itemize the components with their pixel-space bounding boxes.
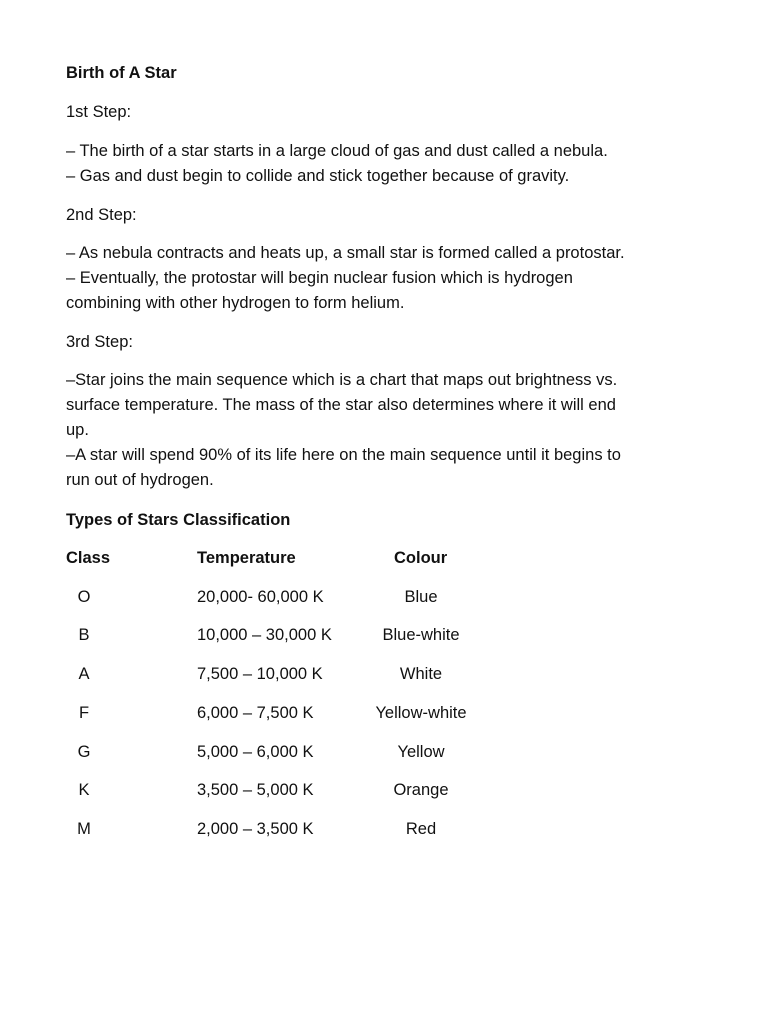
step-1-line: – Gas and dust begin to collide and stick together because of gravity. — [66, 167, 570, 185]
step-3-line: –Star joins the main sequence which is a chart that maps out brightness vs. — [66, 371, 618, 389]
temperature-cell: 2,000 – 3,500 K — [197, 820, 314, 838]
step-2-label: 2nd Step: — [66, 206, 137, 224]
colour-cell: Red — [405, 820, 437, 838]
class-cell: A — [78, 665, 90, 683]
colour-cell: Yellow — [397, 743, 445, 761]
column-header-class: Class — [66, 549, 111, 567]
step-1-text — [66, 139, 726, 189]
step-1-label: 1st Step: — [66, 103, 132, 121]
colour-cell: Yellow-white — [375, 704, 467, 722]
column-header-colour: Colour — [394, 549, 448, 567]
class-cell: M — [77, 820, 91, 838]
classification-heading: Types of Stars Classification — [66, 511, 291, 529]
class-cell: F — [78, 704, 90, 722]
class-cell: O — [77, 588, 91, 606]
colour-cell: Blue — [404, 588, 438, 606]
colour-cell: Blue-white — [382, 626, 460, 644]
step-3-line: up. — [66, 421, 89, 439]
step-3-line: surface temperature. The mass of the star also determines where it will end — [66, 396, 616, 414]
step-1-line: – The birth of a star starts in a large cloud of gas and dust called a nebula. — [66, 142, 608, 160]
document-title: Birth of A Star — [66, 64, 177, 82]
temperature-cell: 3,500 – 5,000 K — [197, 781, 314, 799]
class-cell: B — [78, 626, 90, 644]
step-3-text — [66, 368, 726, 493]
step-2-line: – As nebula contracts and heats up, a small star is formed called a protostar. — [66, 244, 625, 262]
step-3-line: –A star will spend 90% of its life here on the main sequence until it begins to — [66, 446, 621, 464]
temperature-cell: 10,000 – 30,000 K — [197, 626, 332, 644]
temperature-cell: 6,000 – 7,500 K — [197, 704, 314, 722]
step-2-line: combining with other hydrogen to form helium. — [66, 294, 405, 312]
class-cell: G — [77, 743, 91, 761]
temperature-cell: 20,000- 60,000 K — [197, 588, 324, 606]
temperature-cell: 5,000 – 6,000 K — [197, 743, 314, 761]
step-3-line: run out of hydrogen. — [66, 471, 214, 489]
colour-cell: White — [399, 665, 443, 683]
step-2-line: – Eventually, the protostar will begin nuclear fusion which is hydrogen — [66, 269, 573, 287]
column-header-temperature: Temperature — [197, 549, 296, 567]
colour-cell: Orange — [393, 781, 449, 799]
step-2-text — [66, 241, 726, 316]
temperature-cell: 7,500 – 10,000 K — [197, 665, 323, 683]
step-3-label: 3rd Step: — [66, 333, 133, 351]
class-cell: K — [78, 781, 90, 799]
